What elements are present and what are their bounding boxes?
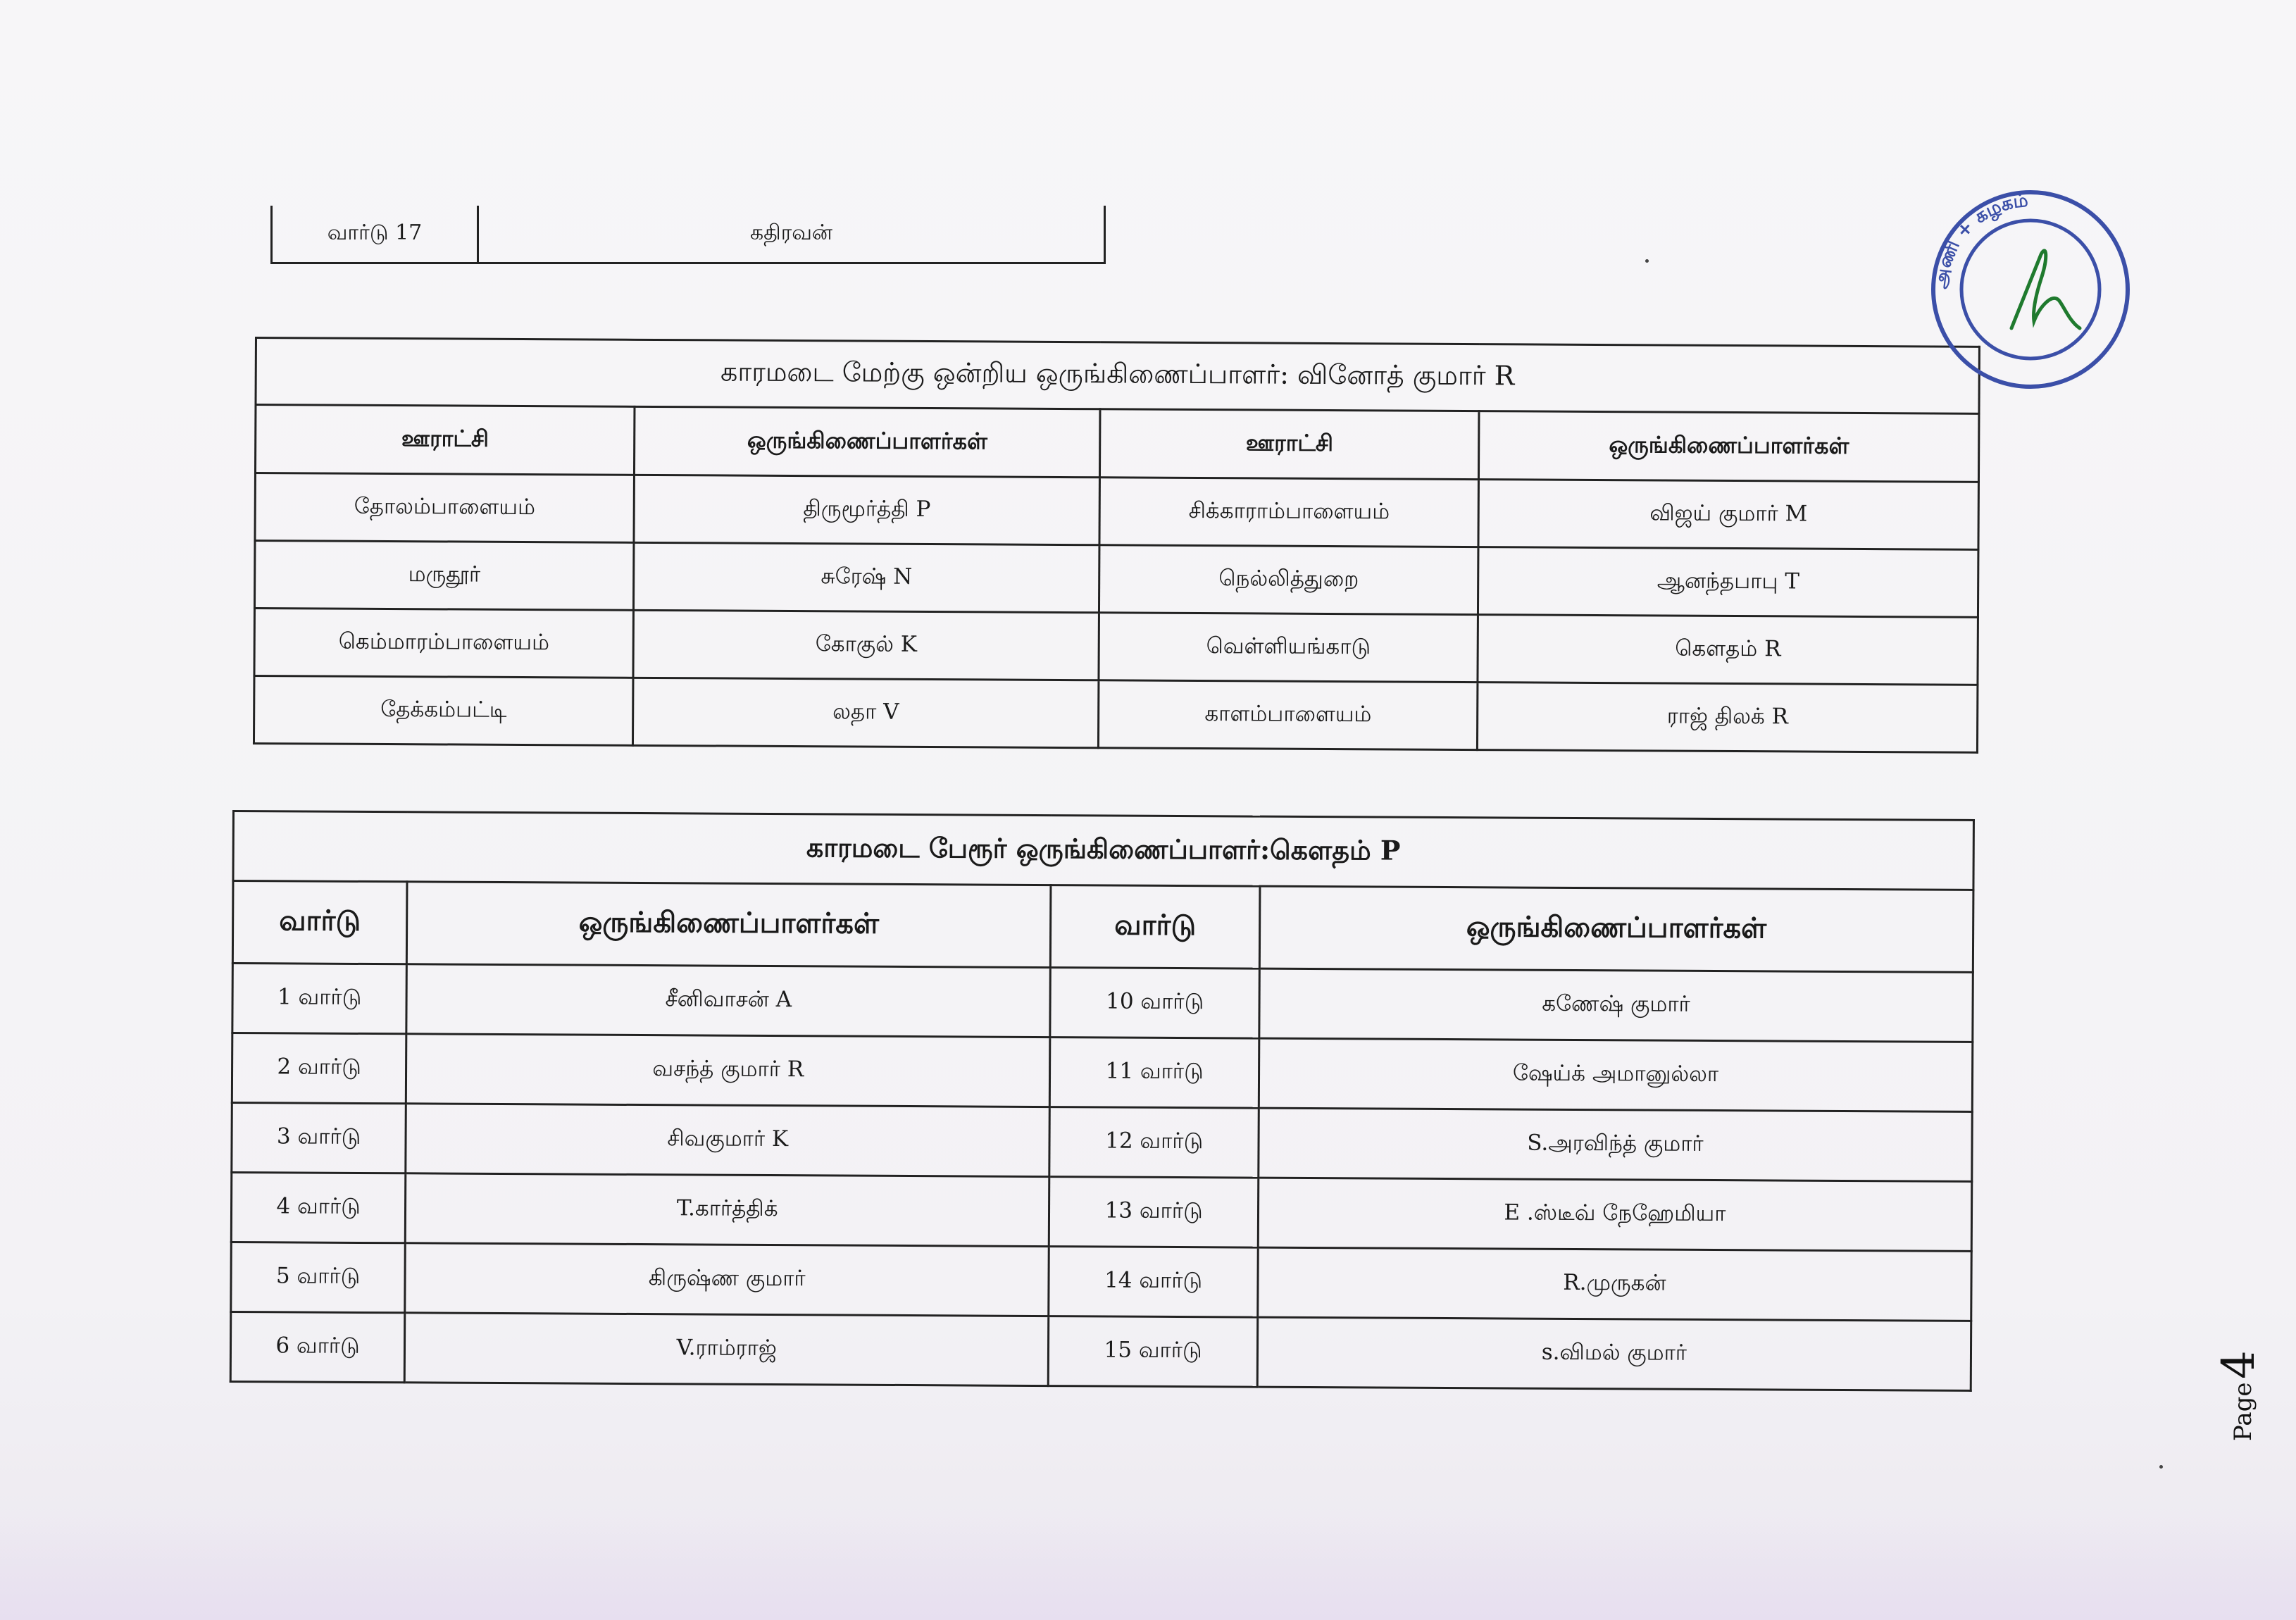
- table-row: [231, 1242, 1971, 1321]
- coordinator-cell: விஜய் குமார் M: [1478, 480, 1978, 550]
- header-coordinators-1: ஒருங்கிணைப்பாளர்கள்: [635, 406, 1100, 477]
- header-coordinators-2: ஒருங்கிணைப்பாளர்கள்: [1479, 411, 1979, 482]
- ward-cell: 6 வார்டு: [230, 1311, 405, 1382]
- table-row: [232, 1103, 1972, 1182]
- ward-cell: வார்டு 17: [272, 206, 478, 263]
- signature-icon: [2011, 251, 2080, 328]
- ward-cell: 13 வார்டு: [1049, 1177, 1259, 1248]
- table-title: காரமடை மேற்கு ஒன்றிய ஒருங்கிணைப்பாளர்: வினோத் குமார் R: [256, 338, 1979, 414]
- ward-cell: 12 வார்டு: [1049, 1107, 1259, 1178]
- ward-cell: 15 வார்டு: [1049, 1316, 1258, 1388]
- panchayat-cell: தோலம்பாளையம்: [255, 473, 635, 543]
- header-coordinators-2: ஒருங்கிணைப்பாளர்கள்: [1259, 886, 1973, 972]
- coordinator-cell: ராஜ் திலக் R: [1478, 683, 1978, 753]
- panchayat-cell: சிக்காராம்பாளையம்: [1099, 478, 1479, 547]
- coordinator-cell: கதிரவன்: [478, 206, 1105, 263]
- karamadai-town-table: [230, 810, 1975, 1392]
- header-ward-2: வார்டு: [1051, 885, 1260, 969]
- ward-cell: 14 வார்டு: [1049, 1247, 1258, 1318]
- table-row: [254, 609, 1978, 685]
- table-row: [254, 541, 1978, 618]
- ward-cell: 5 வார்டு: [231, 1242, 406, 1312]
- panchayat-cell: நெல்லித்துறை: [1099, 545, 1478, 615]
- table-row: [232, 1033, 1972, 1112]
- table-row: [254, 676, 1977, 753]
- table-row: [232, 964, 1973, 1042]
- panchayat-cell: தேக்கம்பட்டி: [254, 676, 633, 746]
- header-panchayat-1: ஊராட்சி: [255, 405, 635, 475]
- karamadai-west-table: [253, 337, 1980, 754]
- page-shadow: [0, 1514, 2296, 1620]
- table-title-row: [256, 338, 1979, 414]
- page-number: [2213, 1350, 2265, 1458]
- coordinator-cell: லதா V: [633, 678, 1099, 747]
- coordinator-cell: கௌதம் R: [1478, 615, 1978, 685]
- seal-text: அணி + கழகம்: [1930, 189, 2030, 290]
- header-ward-1: வார்டு: [232, 881, 407, 964]
- speck: [2159, 1465, 2163, 1469]
- table-row: [230, 1311, 1971, 1390]
- table-row: [272, 206, 1105, 263]
- coordinator-cell: E .ஸ்டீவ் நேஹேமியா: [1258, 1178, 1972, 1251]
- coordinator-cell: திருமூர்த்தி P: [634, 475, 1099, 544]
- ward-cell: 3 வார்டு: [232, 1103, 406, 1173]
- table-row: [255, 473, 1978, 550]
- ward-cell: 1 வார்டு: [232, 964, 407, 1034]
- coordinator-cell: ஆனந்தபாபு T: [1478, 547, 1978, 618]
- coordinator-cell: கோகுல் K: [633, 610, 1099, 680]
- coordinator-cell: V.ராம்ராஜ்: [404, 1313, 1049, 1386]
- coordinator-cell: T.கார்த்திக்: [405, 1173, 1049, 1247]
- coordinator-cell: கிருஷ்ண குமார்: [405, 1243, 1049, 1316]
- panchayat-cell: காளம்பாளையம்: [1098, 680, 1478, 750]
- seal-stamp: [1928, 187, 2133, 392]
- coordinator-cell: சீனிவாசன் A: [406, 964, 1051, 1038]
- table-header-row: [232, 881, 1973, 973]
- ward-cell: 2 வார்டு: [232, 1033, 406, 1104]
- coordinator-cell: S.அரவிந்த் குமார்: [1259, 1108, 1973, 1181]
- coordinator-cell: சிவகுமார் K: [406, 1104, 1050, 1177]
- ward-cell: 4 வார்டு: [231, 1173, 406, 1243]
- page-label: Page: [2229, 1382, 2257, 1441]
- ward-cell: 11 வார்டு: [1050, 1038, 1259, 1109]
- table-title-row: [233, 811, 1973, 890]
- header-panchayat-2: ஊராட்சி: [1099, 409, 1479, 480]
- seal-inner-ring: [1961, 220, 2100, 359]
- page-number-value: 4: [2213, 1350, 2265, 1379]
- panchayat-cell: வெள்ளியங்காடு: [1099, 613, 1478, 683]
- ward-cell: 10 வார்டு: [1050, 968, 1259, 1039]
- panchayat-cell: மருதூர்: [254, 541, 634, 611]
- header-coordinators-1: ஒருங்கிணைப்பாளர்கள்: [406, 882, 1051, 968]
- panchayat-cell: கெம்மாரம்பாளையம்: [254, 609, 634, 678]
- table-title: காரமடை பேரூர் ஒருங்கிணைப்பாளர்:கௌதம் P: [233, 811, 1973, 890]
- speck: [1645, 259, 1649, 263]
- table-header-row: [255, 405, 1978, 482]
- table-row: [231, 1173, 1971, 1252]
- coordinator-cell: ஷேய்க் அமானுல்லா: [1259, 1038, 1973, 1111]
- coordinator-cell: சுரேஷ் N: [634, 542, 1099, 612]
- coordinator-cell: s.விமல் குமார்: [1257, 1317, 1971, 1390]
- coordinator-cell: வசந்த் குமார் R: [406, 1034, 1050, 1107]
- ward-17-table: [270, 206, 1106, 264]
- coordinator-cell: R.முருகன்: [1258, 1247, 1972, 1321]
- coordinator-cell: கணேஷ் குமார்: [1259, 968, 1973, 1042]
